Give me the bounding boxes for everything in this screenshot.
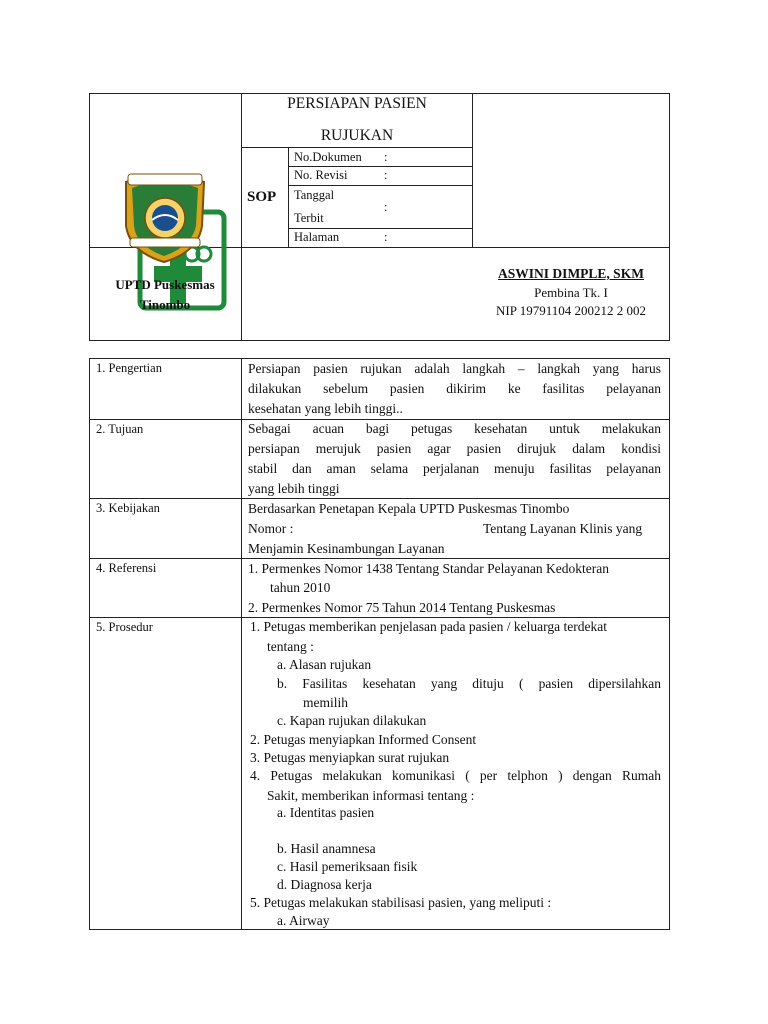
pengertian-line: kesehatan yang lebih tinggi..: [248, 401, 403, 416]
section-label-kebijakan: 3. Kebijakan: [96, 501, 160, 515]
prosedur-step: 5. Petugas melakukan stabilisasi pasien, yang meliputi :: [250, 895, 552, 910]
tujuan-line: yang lebih tinggi: [248, 481, 340, 496]
puskesmas-logo: [118, 168, 230, 318]
meta-halaman-colon: :: [384, 230, 388, 244]
org-name-line2: Tinombo: [139, 297, 191, 312]
pengertian-line: dilakukan sebelum pasien dikirim ke fasilitas pelayanan: [248, 382, 661, 396]
prosedur-step-cont: tentang :: [267, 639, 314, 654]
prosedur-step: 3. Petugas menyiapkan surat rujukan: [250, 750, 450, 765]
prosedur-step: 1. Petugas memberikan penjelasan pada pasien / keluarga terdekat: [250, 619, 607, 634]
referensi-item: 1. Permenkes Nomor 1438 Tentang Standar Pelayanan Kedokteran: [248, 561, 609, 576]
tujuan-line: stabil dan aman selama perjalanan menuju fasilitas pelayanan: [248, 462, 661, 476]
prosedur-substep: a. Identitas pasien: [277, 805, 375, 820]
document-title-line1: PERSIAPAN PASIEN: [287, 95, 427, 112]
meta-terbit-label: Terbit: [294, 211, 324, 225]
pengertian-line: Persiapan pasien rujukan adalah langkah – langkah yang harus: [248, 362, 661, 376]
meta-no-revisi-label: No. Revisi: [294, 168, 348, 182]
org-name-line1: UPTD Puskesmas: [115, 277, 215, 292]
meta-tanggal-label: Tanggal: [294, 188, 335, 202]
prosedur-substep: c. Kapan rujukan dilakukan: [277, 713, 427, 728]
kebijakan-tentang: Tentang Layanan Klinis yang: [483, 521, 643, 536]
meta-no-revisi-colon: :: [384, 168, 388, 182]
referensi-item-cont: tahun 2010: [270, 580, 331, 595]
document-title-line2: RUJUKAN: [320, 127, 394, 144]
prosedur-step: 4. Petugas melakukan komunikasi ( per telphon ) dengan Rumah: [250, 769, 661, 783]
kebijakan-line: Menjamin Kesinambungan Layanan: [248, 541, 445, 556]
prosedur-substep: c. Hasil pemeriksaan fisik: [277, 859, 418, 874]
tujuan-line: Sebagai acuan bagi petugas kesehatan untuk melakukan: [248, 422, 661, 436]
meta-no-dokumen-colon: :: [384, 150, 388, 164]
section-label-referensi: 4. Referensi: [96, 561, 157, 575]
prosedur-substep: b. Hasil anamnesa: [277, 841, 376, 856]
meta-no-dokumen-label: No.Dokumen: [294, 150, 362, 164]
section-label-prosedur: 5. Prosedur: [96, 620, 153, 634]
meta-tanggal-colon: :: [384, 200, 388, 214]
meta-halaman-label: Halaman: [294, 230, 340, 244]
prosedur-substep: b. Fasilitas kesehatan yang dituju ( pasien dipersilahkan: [277, 677, 661, 691]
signer-name: ASWINI DIMPLE, SKM: [498, 266, 644, 281]
prosedur-substep: a. Airway: [277, 913, 330, 928]
prosedur-step: 2. Petugas menyiapkan Informed Consent: [250, 732, 477, 747]
referensi-item: 2. Permenkes Nomor 75 Tahun 2014 Tentang Puskesmas: [248, 600, 556, 615]
sop-label: SOP: [247, 189, 277, 205]
section-label-pengertian: 1. Pengertian: [96, 361, 162, 375]
signer-rank: Pembina Tk. I: [534, 285, 608, 300]
prosedur-step-cont: Sakit, memberikan informasi tentang :: [267, 788, 475, 803]
tujuan-line: persiapan merujuk pasien agar pasien dirujuk dalam kondisi: [248, 442, 661, 456]
signer-nip: NIP 19791104 200212 2 002: [496, 303, 646, 318]
kebijakan-nomor: Nomor :: [248, 521, 294, 536]
prosedur-substep: d. Diagnosa kerja: [277, 877, 372, 892]
section-label-tujuan: 2. Tujuan: [96, 422, 144, 436]
prosedur-substep-cont: memilih: [303, 695, 348, 710]
logo-emblem-icon: [118, 168, 230, 318]
prosedur-substep: a. Alasan rujukan: [277, 657, 372, 672]
kebijakan-line: Berdasarkan Penetapan Kepala UPTD Puskesmas Tinombo: [248, 501, 570, 516]
